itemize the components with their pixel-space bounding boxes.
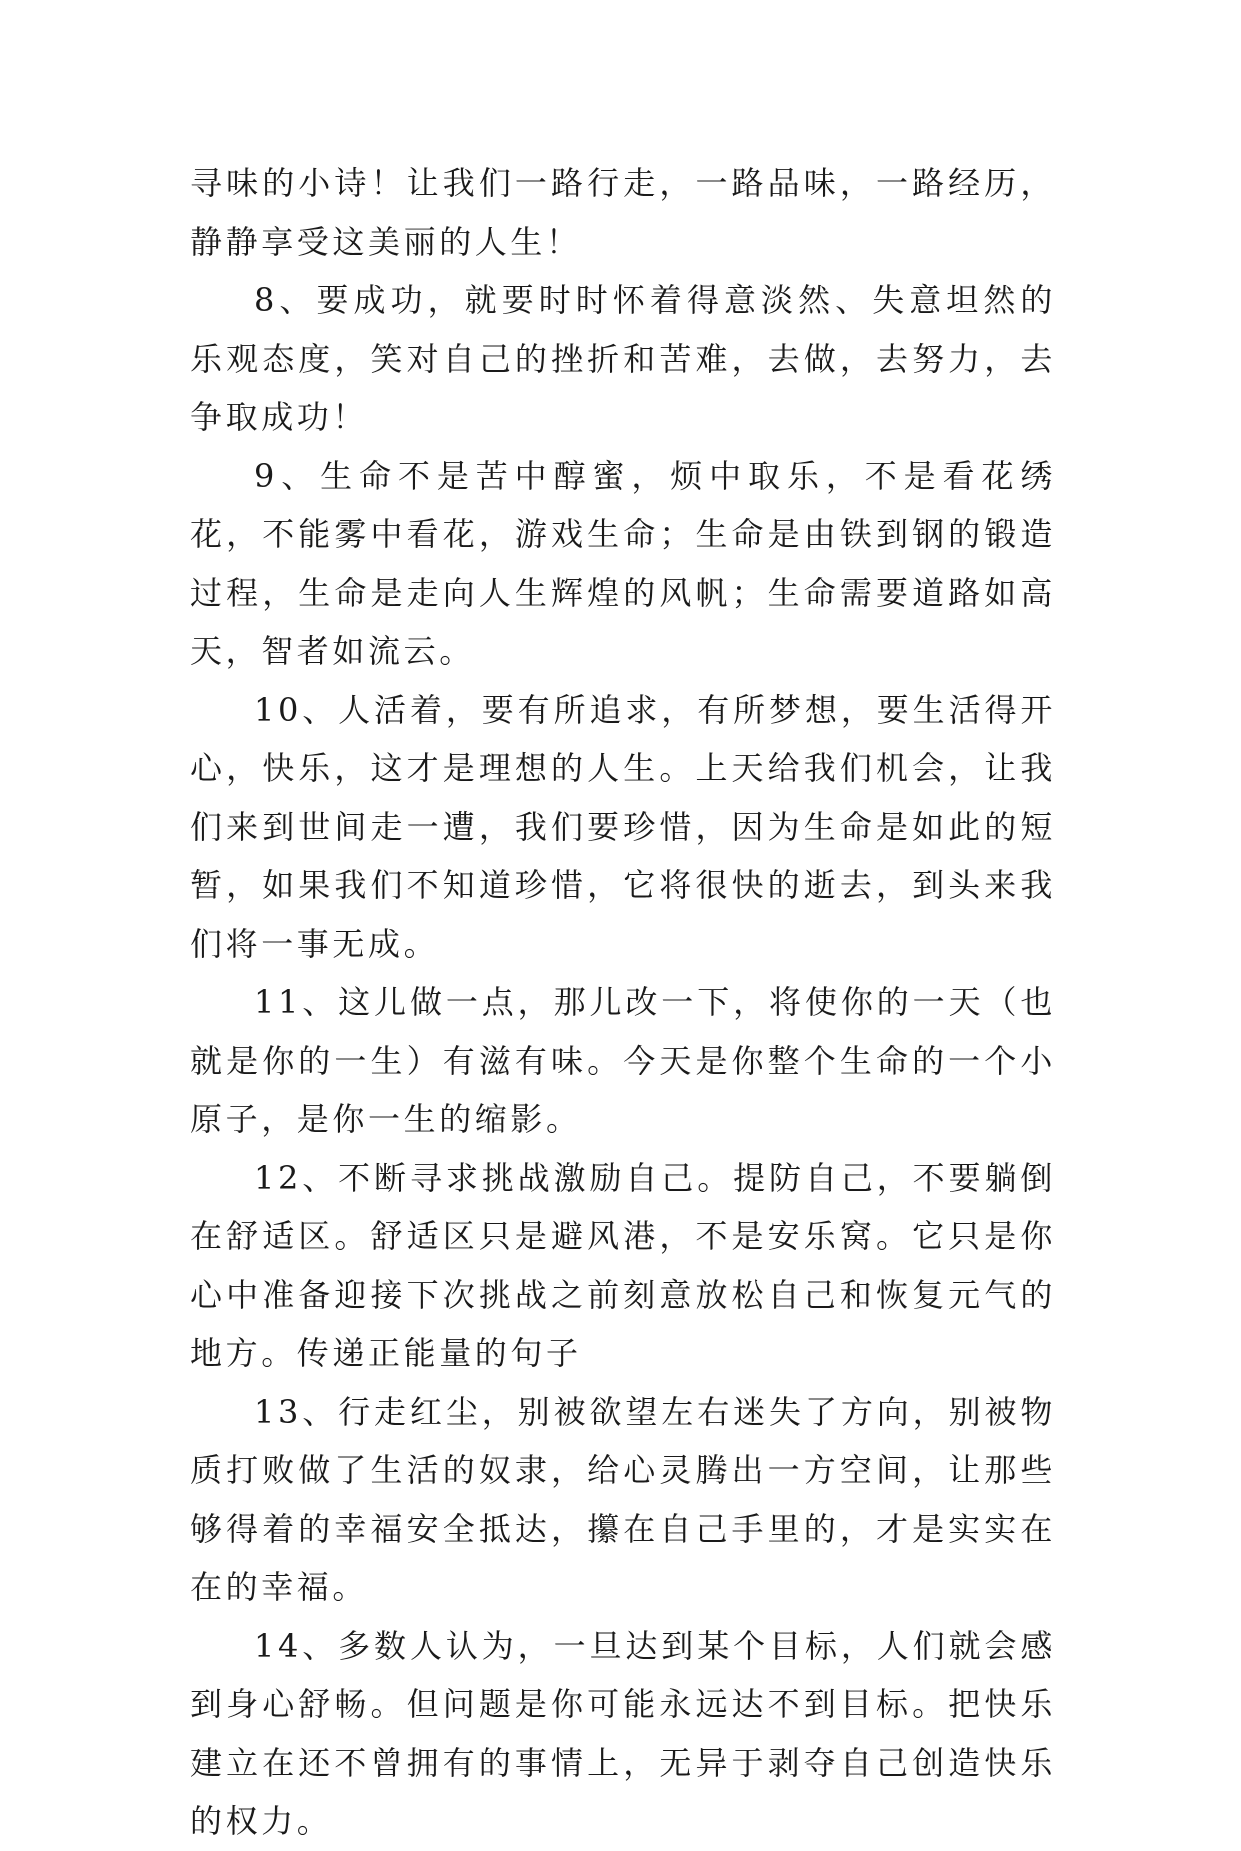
paragraph-14: 14、多数人认为，一旦达到某个目标，人们就会感到身心舒畅。但问题是你可能永远达不到目标。把快乐建立在还不曾拥有的事情上，无异于剥夺自己创造快乐的权力。 [190,1626,1056,1840]
document-body [190,154,1056,1851]
paragraph-12: 12、不断寻求挑战激励自己。提防自己，不要躺倒在舒适区。舒适区只是避风港，不是安乐窝。它只是你心中准备迎接下次挑战之前刻意放松自己和恢复元气的地方。传递正能量的句子 [190,1158,1056,1372]
paragraph-continuation: 寻味的小诗！让我们一路行走，一路品味，一路经历，静静享受这美丽的人生！ [190,164,1056,261]
paragraph-13: 13、行走红尘，别被欲望左右迷失了方向，别被物质打败做了生活的奴隶，给心灵腾出一方空间，让那些够得着的幸福安全抵达，攥在自己手里的，才是实实在在的幸福。 [190,1392,1056,1606]
paragraph-8: 8、要成功，就要时时怀着得意淡然、失意坦然的乐观态度，笑对自己的挫折和苦难，去做，去努力，去争取成功！ [190,281,1056,436]
paragraph-10: 10、人活着，要有所追求，有所梦想，要生活得开心，快乐，这才是理想的人生。上天给我们机会，让我们来到世间走一遭，我们要珍惜，因为生命是如此的短暂，如果我们不知道珍惜，它将很快的逝去，到头来我们将一事无成。 [190,690,1056,963]
paragraph-11: 11、这儿做一点，那儿改一下，将使你的一天（也就是你的一生）有滋有味。今天是你整个生命的一个小原子，是你一生的缩影。 [190,983,1056,1138]
paragraph-9: 9、生命不是苦中醇蜜，烦中取乐，不是看花绣花，不能雾中看花，游戏生命；生命是由铁到钢的锻造过程，生命是走向人生辉煌的风帆；生命需要道路如高天，智者如流云。 [190,456,1056,670]
